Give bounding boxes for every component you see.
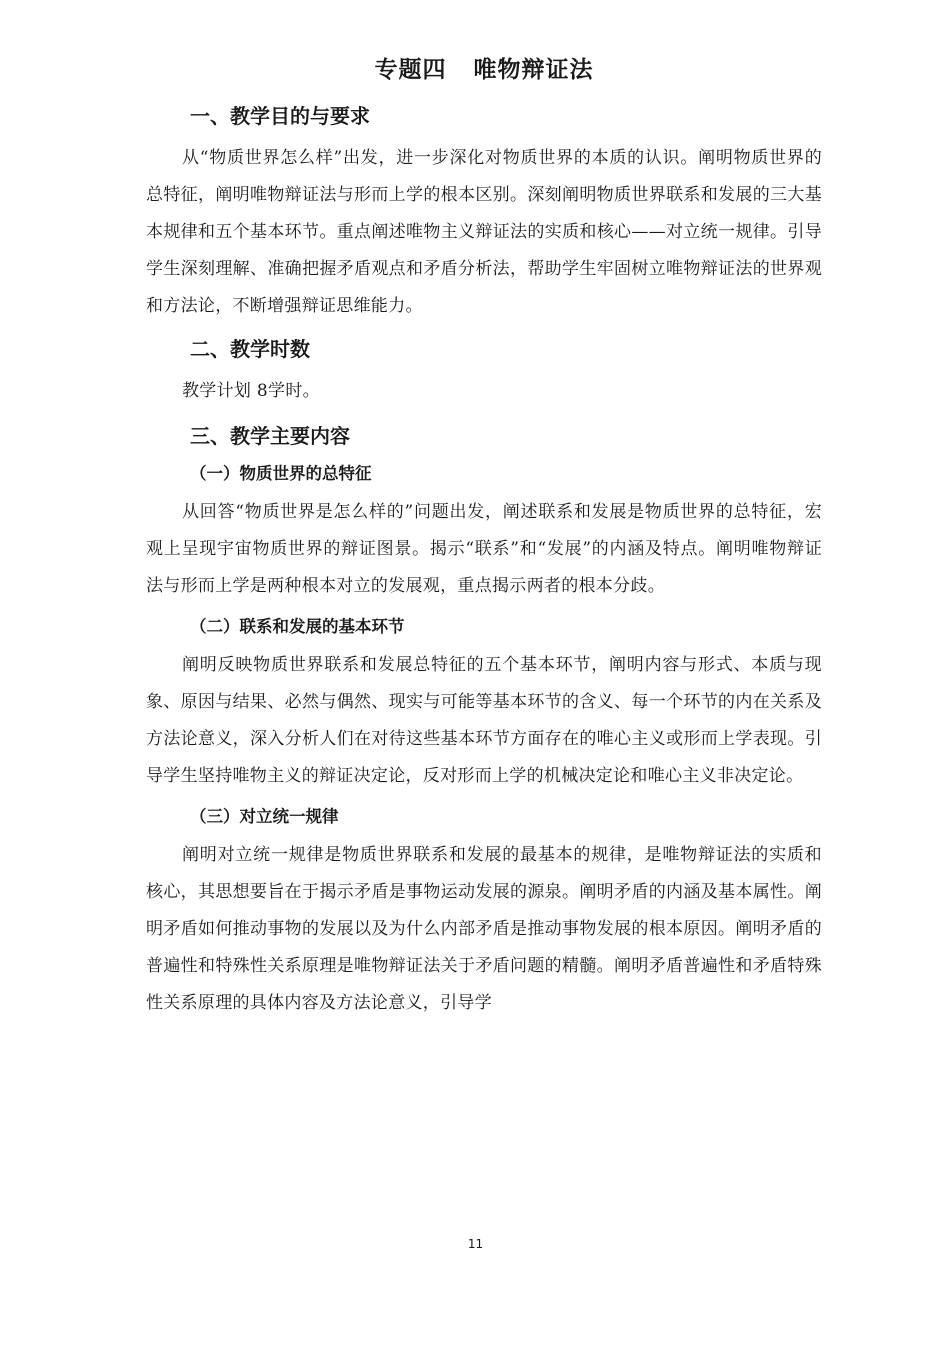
subsection-heading-basic-links: （二）联系和发展的基本环节	[190, 617, 405, 636]
general-features-paragraph: 从回答“物质世界是怎么样的”问题出发，阐述联系和发展是物质世界的总特征，宏观上呈现宇宙物质世界的辩证图景。揭示“联系”和“发展”的内涵及特点。阐明唯物辩证法与形而上学是两种根本对立的发展观，重点揭示两者的根本分歧。	[146, 502, 822, 596]
document-title: 专题四 唯物辩证法	[374, 57, 594, 83]
subsection-heading-unity-of-opposites: （三）对立统一规律	[190, 807, 339, 826]
section-heading-content: 三、教学主要内容	[190, 424, 350, 448]
unity-of-opposites-paragraph: 阐明对立统一规律是物质世界联系和发展的最基本的规律，是唯物辩证法的实质和核心，其思想要旨在于揭示矛盾是事物运动发展的源泉。阐明矛盾的内涵及基本属性。阐明矛盾如何推动事物的发展以及为什么内部矛盾是推动事物发展的根本原因。阐明矛盾的普遍性和特殊性关系原理是唯物辩证法关于矛盾问题的精髓。阐明矛盾普遍性和矛盾特殊性关系原理的具体内容及方法论意义，引导学	[146, 845, 822, 1013]
document-page	[146, 52, 822, 1030]
page-number: 11	[467, 1237, 484, 1251]
subsection-heading-general-features: （一）物质世界的总特征	[190, 464, 372, 483]
hours-paragraph: 教学计划 8学时。	[182, 381, 320, 401]
section-heading-objectives: 一、教学目的与要求	[190, 104, 370, 128]
objectives-paragraph: 从“物质世界怎么样”出发，进一步深化对物质世界的本质的认识。阐明物质世界的总特征，阐明唯物辩证法与形而上学的根本区别。深刻阐明物质世界联系和发展的三大基本规律和五个基本环节。重点阐述唯物主义辩证法的实质和核心——对立统一规律。引导学生深刻理解、准确把握矛盾观点和矛盾分析法，帮助学生牢固树立唯物辩证法的世界观和方法论，不断增强辩证思维能力。	[146, 148, 822, 316]
section-heading-hours: 二、教学时数	[190, 337, 310, 361]
basic-links-paragraph: 阐明反映物质世界联系和发展总特征的五个基本环节，阐明内容与形式、本质与现象、原因与结果、必然与偶然、现实与可能等基本环节的含义、每一个环节的内在关系及方法论意义，深入分析人们在对待这些基本环节方面存在的唯心主义或形而上学表现。引导学生坚持唯物主义的辩证决定论，反对形而上学的机械决定论和唯心主义非决定论。	[146, 655, 822, 786]
